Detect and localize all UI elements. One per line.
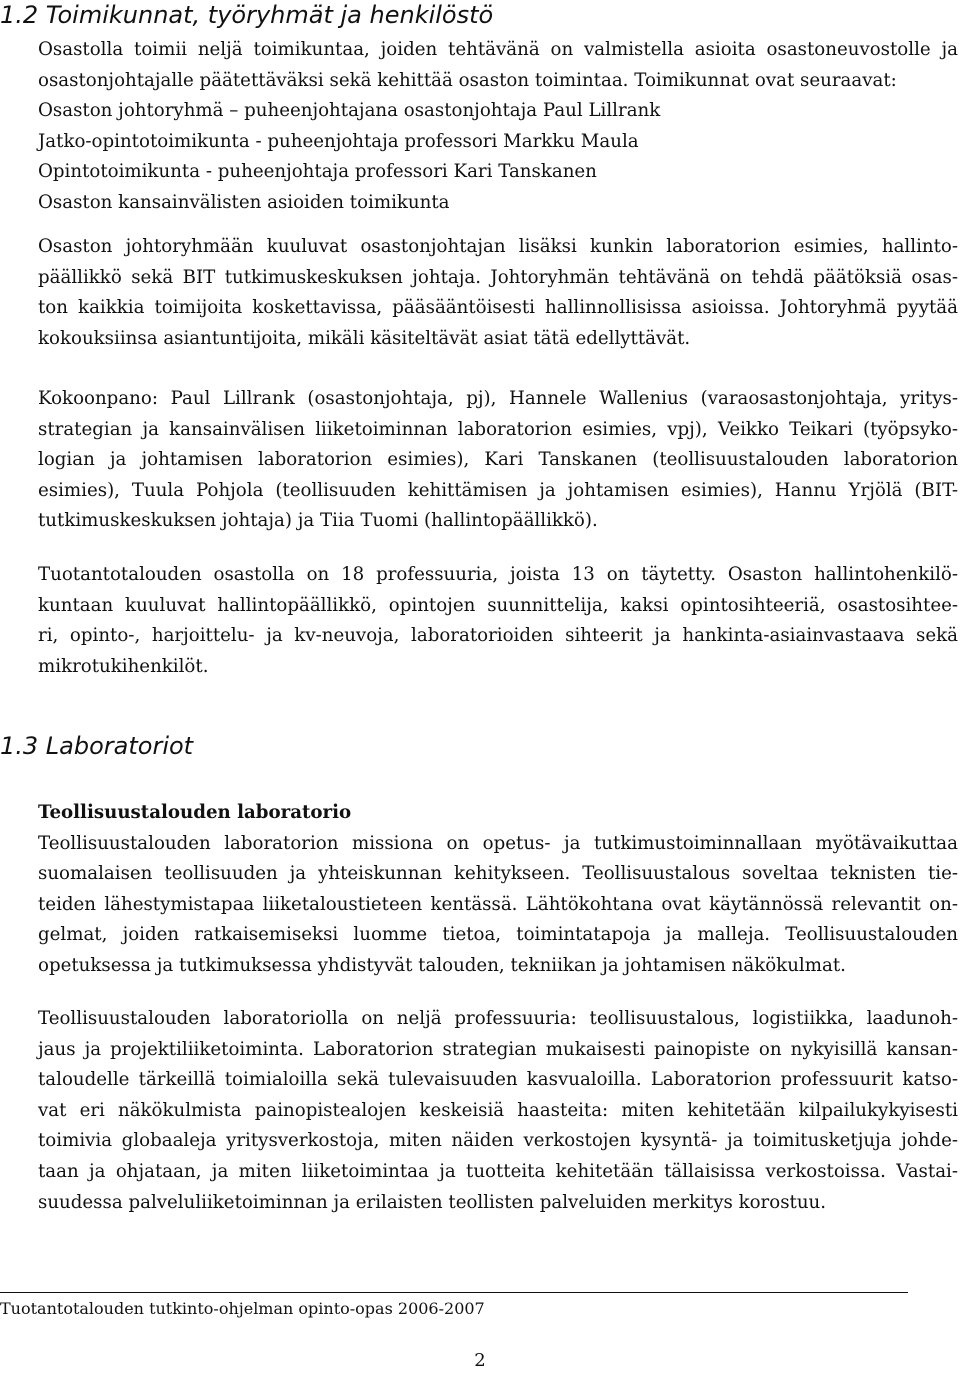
laboratory-mission-paragraph: [38, 798, 958, 982]
staff-paragraph: [38, 560, 958, 682]
laboratory-professorships-paragraph: [38, 1004, 958, 1218]
committee-item: Jatko-opintotoimikunta - puheenjohtaja professori Markku Maula: [38, 130, 639, 152]
text-line: osastonjohtajalle päätettäväksi sekä kehittää osaston toimintaa. Toimikunnat ovat seuraavat:: [38, 69, 897, 91]
text-line: päällikkö sekä BIT tutkimuskeskuksen johtaja. Johtoryhmän tehtävänä on tehdä päätöksiä osas-: [38, 266, 958, 288]
text-line: tutkimuskeskuksen johtaja) ja Tiia Tuomi (hallintopäällikkö).: [38, 510, 598, 532]
text-line: opetuksessa ja tutkimuksessa yhdistyvät talouden, tekniikan ja johtamisen näkökulmat.: [38, 954, 846, 976]
footer-divider: [0, 1292, 908, 1293]
text-line: Kokoonpano: Paul Lillrank (osastonjohtaja, pj), Hannele Wallenius (varaosastonjohtaja, yritys-: [38, 388, 958, 409]
text-line: Teollisuustalouden laboratorion missiona on opetus- ja tutkimustoiminnallaan myötävaikuttaa: [38, 832, 958, 854]
committee-item: Osaston johtoryhmä – puheenjohtajana osastonjohtaja Paul Lillrank: [38, 100, 661, 122]
text-line: esimies), Tuula Pohjola (teollisuuden kehittämisen ja johtamisen esimies), Hannu Yrjölä (BIT-: [38, 479, 958, 501]
committee-item: Opintotoimikunta - puheenjohtaja professori Kari Tanskanen: [38, 161, 597, 183]
page-number: 2: [474, 1350, 486, 1371]
text-line: mikrotukihenkilöt.: [38, 655, 209, 677]
text-line: taloudelle tärkeillä toimialoilla sekä tulevaisuuden kasvualoilla. Laboratorion professuurit katso-: [38, 1069, 958, 1091]
management-group-paragraph: [38, 232, 958, 354]
laboratory-subheading: Teollisuustalouden laboratorio: [38, 802, 352, 823]
text-line: suomalaisen teollisuuden ja yhteiskunnan kehitykseen. Teollisuustalous soveltaa teknisten tie-: [38, 863, 958, 885]
intro-paragraph: [38, 35, 958, 219]
text-line: Osaston johtoryhmään kuuluvat osastonjohtajan lisäksi kunkin laboratorion esimies, hallinto-: [38, 236, 958, 257]
text-line: vat eri näkökulmista painopistealojen keskeisiä haasteita: miten kehitetään kilpailukykyisesti: [38, 1099, 958, 1121]
text-line: Teollisuustalouden laboratoriolla on neljä professuuria: teollisuustalous, logistiikka, laadunoh-: [38, 1008, 958, 1029]
text-line: teiden lähestymistapaa liiketaloustieteen kentässä. Lähtökohtana ovat käytännössä relevantit on-: [38, 893, 958, 915]
text-line: strategian ja kansainvälisen liiketoiminnan laboratorion esimies, vpj), Veikko Teikari (työpsyko-: [38, 418, 958, 440]
text-line: kuntaan kuuluvat hallintopäällikkö, opintojen suunnittelija, kaksi opintosihteeriä, osastosihtee-: [38, 594, 958, 616]
text-line: Osastolla toimii neljä toimikuntaa, joiden tehtävänä on valmistella asioita osastoneuvostolle ja: [38, 39, 958, 60]
text-line: Tuotantotalouden osastolla on 18 professuuria, joista 13 on täytetty. Osaston hallintohenkilö-: [38, 564, 958, 585]
composition-paragraph: [38, 384, 958, 537]
text-line: taan ja ohjataan, ja miten liiketoimintaa ja tuotteita kehitetään tällaisissa verkostoissa. Vastai-: [38, 1160, 958, 1182]
text-line: toimivia globaaleja yritysverkostoja, miten näiden verkostojen kysyntä- ja toimitusketjuja johde-: [38, 1130, 958, 1152]
section-heading-1-3: 1.3 Laboratoriot: [0, 732, 194, 760]
text-line: gelmat, joiden ratkaisemiseksi luomme tietoa, toimintatapoja ja malleja. Teollisuustalouden: [38, 924, 958, 946]
footer-title: Tuotantotalouden tutkinto-ohjelman opinto-opas 2006-2007: [0, 1299, 485, 1318]
text-line: logian ja johtamisen laboratorion esimies), Kari Tanskanen (teollisuustalouden laboratorion: [38, 449, 958, 471]
text-line: ri, opinto-, harjoittelu- ja kv-neuvoja, laboratorioiden sihteerit ja hankinta-asiainvastaava sekä: [38, 625, 958, 647]
committee-item: Osaston kansainvälisten asioiden toimikunta: [38, 191, 450, 213]
text-line: suudessa palveluliiketoiminnan ja erilaisten teollisten palveluiden merkitys korostuu.: [38, 1191, 827, 1213]
text-line: kokouksiinsa asiantuntijoita, mikäli käsiteltävät asiat tätä edellyttävät.: [38, 327, 691, 349]
section-heading-1-2: 1.2 Toimikunnat, työryhmät ja henkilöstö: [0, 1, 494, 29]
text-line: jaus ja projektiliiketoiminta. Laboratorion strategian mukaisesti painopiste on nykyisillä kansan-: [38, 1038, 958, 1060]
text-line: ton kaikkia toimijoita koskettavissa, pääsääntöisesti hallinnollisissa asioissa. Johtoryhmä pyytää: [38, 297, 958, 319]
